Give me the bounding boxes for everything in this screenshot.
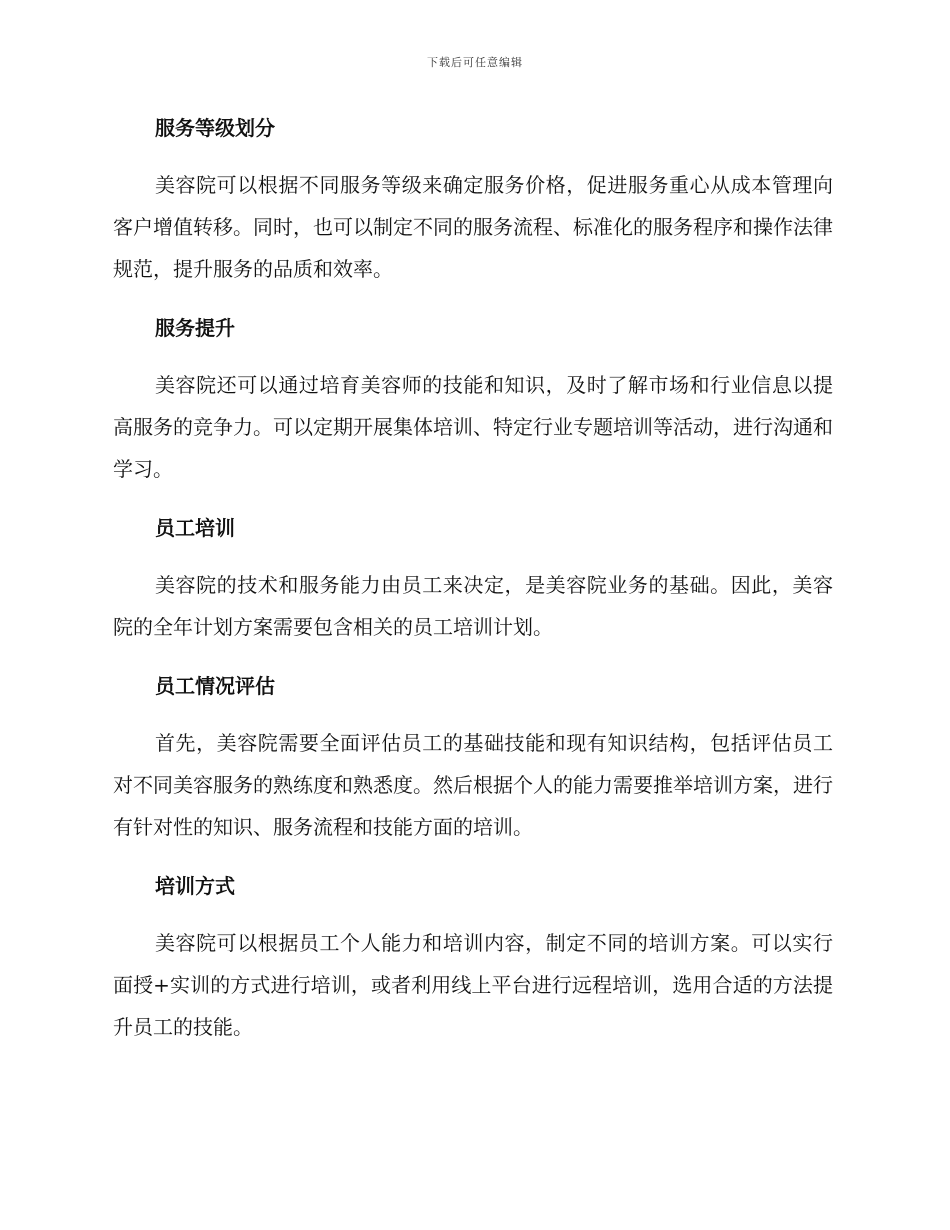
section-heading-staff-evaluation: 员工情况评估 xyxy=(155,674,275,698)
section-paragraph-service-levels: 美容院可以根据不同服务等级来确定服务价格，促进服务重心从成本管理向客户增值转移。同时，也可以制定不同的服务流程、标准化的服务程序和操作法律规范，提升服务的品质和效率。 xyxy=(113,173,833,281)
page-header: 下载后可任意编辑 xyxy=(427,56,523,69)
section-heading-training-methods: 培训方式 xyxy=(155,874,235,898)
section-heading-service-levels: 服务等级划分 xyxy=(155,116,275,140)
section-paragraph-service-improvement: 美容院还可以通过培育美容师的技能和知识，及时了解市场和行业信息以提高服务的竞争力。可以定期开展集体培训、特定行业专题培训等活动，进行沟通和学习。 xyxy=(113,373,833,481)
section-heading-service-improvement: 服务提升 xyxy=(155,316,235,340)
section-paragraph-staff-evaluation: 首先，美容院需要全面评估员工的基础技能和现有知识结构，包括评估员工对不同美容服务的熟练度和熟悉度。然后根据个人的能力需要推举培训方案，进行有针对性的知识、服务流程和技能方面的培训。 xyxy=(113,731,833,839)
document-content xyxy=(113,108,833,1066)
section-paragraph-training-methods: 美容院可以根据员工个人能力和培训内容，制定不同的培训方案。可以实行面授+实训的方式进行培训，或者利用线上平台进行远程培训，选用合适的方法提升员工的技能。 xyxy=(113,931,833,1039)
section-heading-staff-training: 员工培训 xyxy=(155,516,235,540)
section-paragraph-staff-training: 美容院的技术和服务能力由员工来决定，是美容院业务的基础。因此，美容院的全年计划方案需要包含相关的员工培训计划。 xyxy=(113,573,833,639)
